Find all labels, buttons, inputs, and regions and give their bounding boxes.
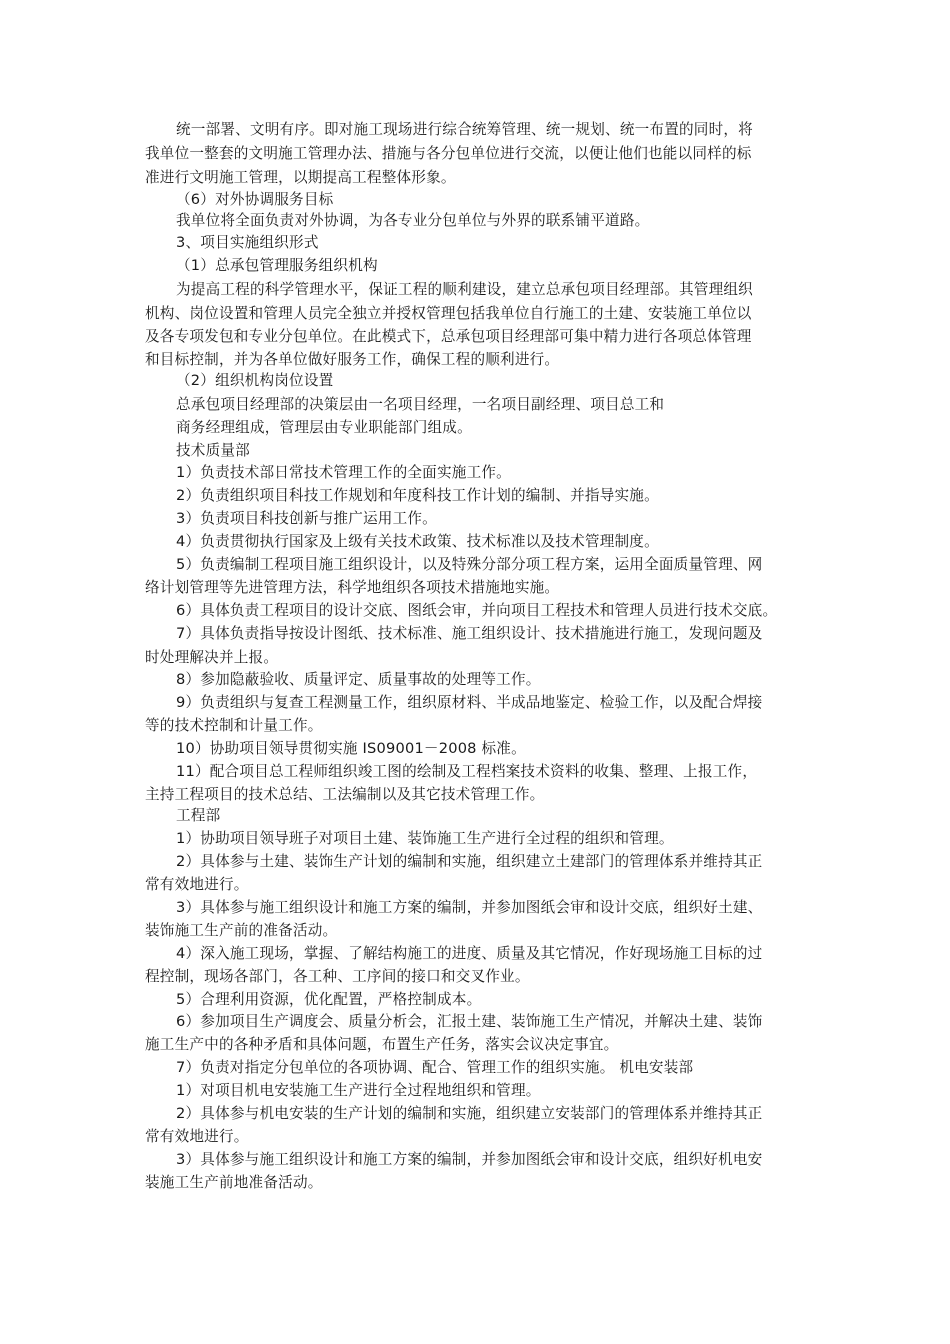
list-item: 4）深入施工现场，掌握、了解结构施工的进度、质量及其它情况，作好现场施工目标的过 (176, 945, 763, 962)
list-item: 1）负责技术部日常技术管理工作的全面实施工作。 (176, 464, 511, 481)
list-item: 1）协助项目领导班子对项目土建、装饰施工生产进行全过程的组织和管理。 (176, 830, 674, 847)
text-line: 常有效地进行。 (145, 876, 249, 893)
list-item: 6）具体负责工程项目的设计交底、图纸会审，并向项目工程技术和管理人员进行技术交底。 (176, 602, 778, 619)
text-line: 我单位一整套的文明施工管理办法、措施与各分包单位进行交流，以便让他们也能以同样的标 (145, 145, 752, 162)
text-line: 为提高工程的科学管理水平，保证工程的顺利建设，建立总承包项目经理部。其管理组织 (176, 281, 753, 298)
text-line: 程控制，现场各部门，各工种、工序间的接口和交叉作业。 (145, 968, 530, 985)
text-line: 装施工生产前地准备活动。 (145, 1174, 323, 1191)
list-item: 7）负责对指定分包单位的各项协调、配合、管理工作的组织实施。 机电安装部 (176, 1059, 694, 1076)
text-line: 机构、岗位设置和管理人员完全独立并授权管理包括我单位自行施工的土建、安装施工单位以 (145, 305, 752, 322)
list-item: 6）参加项目生产调度会、质量分析会，汇报土建、装饰施工生产情况，并解决土建、装饰 (176, 1013, 763, 1030)
list-item: 3）负责项目科技创新与推广运用工作。 (176, 510, 437, 527)
section-heading: 技术质量部 (176, 442, 250, 459)
list-item: 7）具体负责指导按设计图纸、技术标准、施工组织设计、技术措施进行施工，发现问题及 (176, 625, 763, 642)
list-item: 5）合理利用资源，优化配置，严格控制成本。 (176, 991, 482, 1008)
list-item: 8）参加隐蔽验收、质量评定、质量事故的处理等工作。 (176, 671, 541, 688)
list-item: 4）负责贯彻执行国家及上级有关技术政策、技术标准以及技术管理制度。 (176, 533, 659, 550)
list-item: 10）协助项目领导贯彻实施 IS09001－2008 标准。 (176, 740, 526, 757)
text-line: 等的技术控制和计量工作。 (145, 717, 323, 734)
text-line: 及各专项发包和专业分包单位。在此模式下，总承包项目经理部可集中精力进行各项总体管理 (145, 328, 752, 345)
text-line: 和目标控制，并为各单位做好服务工作，确保工程的顺利进行。 (145, 351, 560, 368)
text-line: 准进行文明施工管理，以期提高工程整体形象。 (145, 169, 456, 186)
text-line: 装饰施工生产前的准备活动。 (145, 922, 338, 939)
text-line: 我单位将全面负责对外协调，为各专业分包单位与外界的联系铺平道路。 (176, 212, 650, 229)
list-item: 9）负责组织与复查工程测量工作，组织原材料、半成品地鉴定、检验工作，以及配合焊接 (176, 694, 763, 711)
text-line: 常有效地进行。 (145, 1128, 249, 1145)
list-item: 2）具体参与机电安装的生产计划的编制和实施，组织建立安装部门的管理体系并维持其正 (176, 1105, 763, 1122)
list-item: 11）配合项目总工程师组织竣工图的绘制及工程档案技术资料的收集、整理、上报工作， (176, 763, 758, 780)
text-line: 施工生产中的各种矛盾和具体问题，布置生产任务，落实会议决定事宜。 (145, 1036, 619, 1053)
text-line: 络计划管理等先进管理方法，科学地组织各项技术措施地实施。 (145, 579, 560, 596)
text-line: 商务经理组成，管理层由专业职能部门组成。 (176, 419, 472, 436)
list-item: 3）具体参与施工组织设计和施工方案的编制，并参加图纸会审和设计交底，组织好土建、 (176, 899, 763, 916)
text-line: 时处理解决并上报。 (145, 649, 279, 666)
text-line: 主持工程项目的技术总结、工法编制以及其它技术管理工作。 (145, 786, 545, 803)
text-line: 3、项目实施组织形式 (176, 234, 319, 251)
section-heading: 工程部 (176, 807, 221, 824)
text-line: 统一部署、文明有序。即对施工现场进行综合统筹管理、统一规划、统一布置的同时，将 (176, 121, 753, 138)
list-item: 2）负责组织项目科技工作规划和年度科技工作计划的编制、并指导实施。 (176, 487, 659, 504)
list-item: 2）具体参与土建、装饰生产计划的编制和实施，组织建立土建部门的管理体系并维持其正 (176, 853, 763, 870)
list-item: 5）负责编制工程项目施工组织设计，以及特殊分部分项工程方案，运用全面质量管理、网 (176, 556, 763, 573)
text-line: （6）对外协调服务目标 (176, 191, 334, 208)
list-item: 1）对项目机电安装施工生产进行全过程地组织和管理。 (176, 1082, 541, 1099)
text-line: 总承包项目经理部的决策层由一名项目经理，一名项目副经理、项目总工和 (176, 396, 665, 413)
text-line: （2）组织机构岗位设置 (176, 372, 334, 389)
text-line: （1）总承包管理服务组织机构 (176, 257, 378, 274)
list-item: 3）具体参与施工组织设计和施工方案的编制，并参加图纸会审和设计交底，组织好机电安 (176, 1151, 763, 1168)
